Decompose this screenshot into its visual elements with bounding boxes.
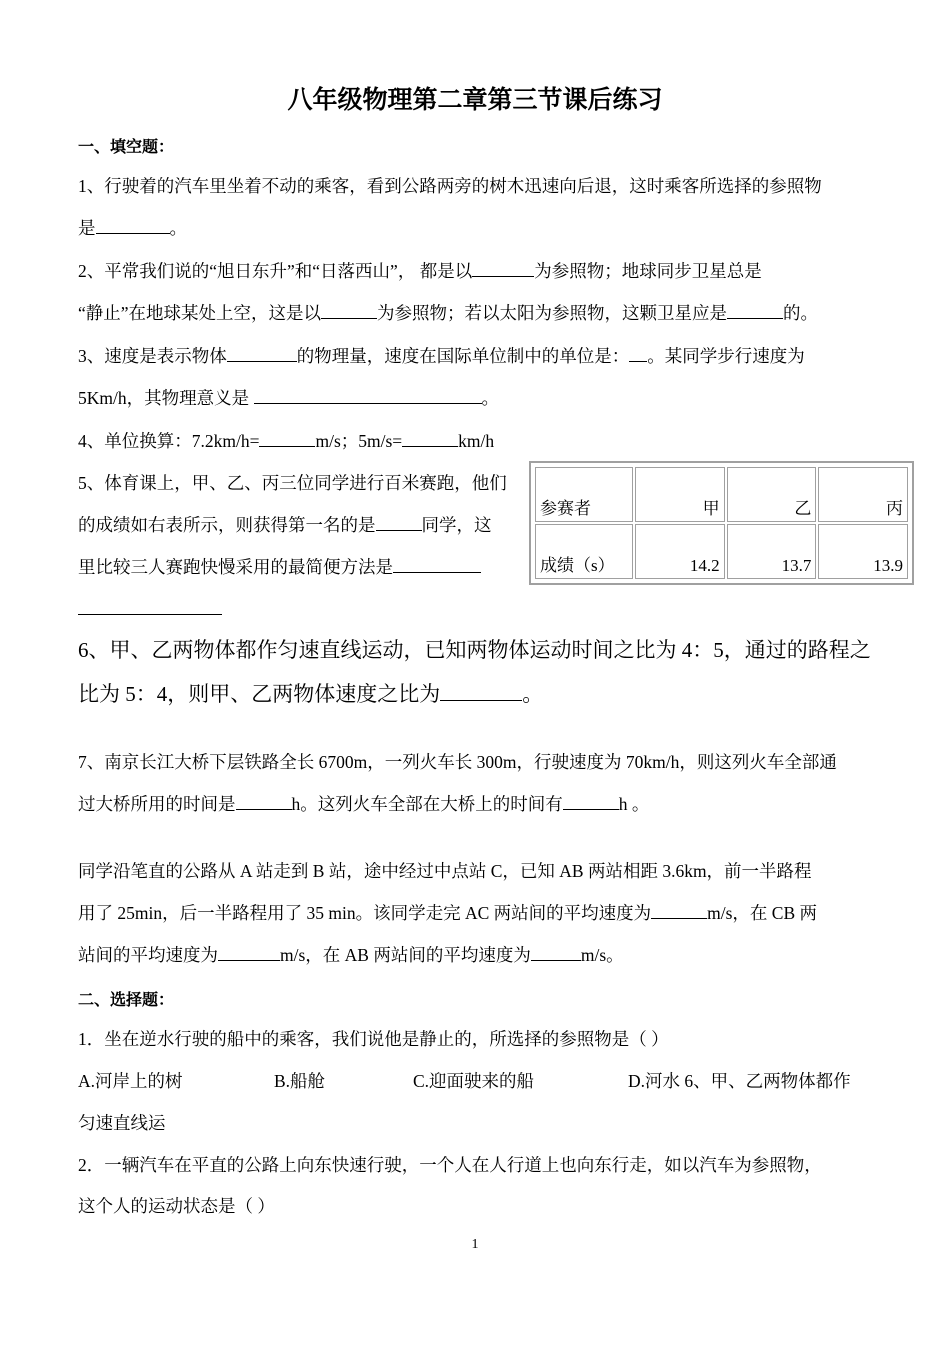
- table-cell: 14.2: [635, 524, 725, 579]
- race-results-table: [529, 461, 914, 585]
- table-row-header: [535, 467, 908, 522]
- answer-blank[interactable]: [727, 301, 783, 320]
- question-5-line-1: 5、体育课上，甲、乙、丙三位同学进行百米赛跑，他们: [78, 473, 507, 493]
- answer-blank[interactable]: [531, 943, 581, 962]
- answer-blank[interactable]: [254, 386, 482, 405]
- question-1-text-end: 。: [169, 218, 187, 238]
- question-4-text: km/h: [458, 431, 495, 451]
- question-2-line-1: [78, 258, 762, 283]
- question-2-line-2: [78, 300, 818, 325]
- table-row-scores: [535, 524, 908, 579]
- mc-1-continuation: 匀速直线运: [78, 1113, 166, 1133]
- question-8-line-2: [78, 900, 817, 925]
- question-3-text: 3、速度是表示物体: [78, 346, 227, 366]
- question-3-text: 5Km/h，其物理意义是: [78, 388, 254, 408]
- table-cell: 参赛者: [535, 467, 633, 522]
- question-2-text: 2、平常我们说的“旭日东升”和“日落西山”， 都是以: [78, 261, 473, 281]
- question-5-line-2: [78, 512, 492, 537]
- mc-question-1-stem: 1．坐在逆水行驶的船中的乘客，我们说他是静止的，所选择的参照物是（ ）: [78, 1029, 669, 1049]
- answer-blank[interactable]: [440, 679, 522, 701]
- question-7-text: 过大桥所用的时间是: [78, 794, 236, 814]
- question-5-line-4: [78, 596, 222, 620]
- question-3-text: 。某同学步行速度为: [647, 346, 805, 366]
- question-2-text: “静止”在地球某处上空，这是以: [78, 303, 322, 323]
- question-8-text: 站间的平均速度为: [78, 945, 218, 965]
- question-1-text: 是: [78, 218, 96, 238]
- answer-blank[interactable]: [236, 792, 292, 811]
- question-8-text: m/s，在 CB 两: [707, 903, 818, 923]
- mc-1-option-d[interactable]: D.河水 6、甲、乙两物体都作: [628, 1071, 851, 1091]
- section-heading-fill-in: 一、填空题：: [78, 137, 175, 156]
- table-cell: 13.7: [727, 524, 817, 579]
- section-heading-multiple-choice: 二、选择题：: [78, 990, 175, 1009]
- question-8-text: 用了 25min，后一半路程用了 35 min。该同学走完 AC 两站间的平均速度为: [78, 903, 652, 923]
- question-5-text: 里比较三人赛跑快慢采用的最简便方法是: [78, 557, 393, 577]
- question-7-line-2: [78, 791, 649, 816]
- page-number: 1: [471, 1237, 479, 1252]
- answer-blank[interactable]: [78, 596, 222, 615]
- question-1-line-2: [78, 215, 187, 240]
- question-3-line-2: [78, 385, 499, 410]
- question-3-line-1: [78, 343, 805, 368]
- question-8-line-1: 同学沿笔直的公路从 A 站走到 B 站，途中经过中点站 C，已知 AB 两站相距 3.6km，前一半路程: [78, 861, 812, 881]
- answer-blank[interactable]: [96, 216, 170, 235]
- question-7-text: h。这列火车全部在大桥上的时间有: [291, 794, 563, 814]
- question-4-text: m/s；5m/s=: [315, 431, 403, 451]
- question-6-line-1: 6、甲、乙两物体都作匀速直线运动，已知两物体运动时间之比为 4：5，通过的路程之: [78, 638, 871, 662]
- table-cell: 乙: [727, 467, 817, 522]
- answer-blank[interactable]: [259, 429, 315, 448]
- mc-1-option-a[interactable]: A.河岸上的树: [78, 1071, 183, 1091]
- question-8-text: m/s。: [580, 945, 624, 965]
- question-7-text: h 。: [618, 794, 650, 814]
- question-5-text: 的成绩如右表所示，则获得第一名的是: [78, 515, 376, 535]
- question-8-line-3: [78, 942, 624, 967]
- question-5-text: 同学，这: [421, 515, 492, 535]
- answer-blank[interactable]: [402, 429, 458, 448]
- question-3-text: 。: [481, 388, 499, 408]
- question-6-text: 比为 5：4，则甲、乙两物体速度之比为: [78, 682, 441, 706]
- answer-blank[interactable]: [563, 792, 619, 811]
- mc-question-2-line-1: 2．一辆汽车在平直的公路上向东快速行驶，一个人在人行道上也向东行走，如以汽车为参照物，: [78, 1155, 822, 1175]
- question-2-text: 的。: [783, 303, 819, 323]
- question-2-text: 为参照物；地球同步卫星总是: [534, 261, 762, 281]
- answer-blank[interactable]: [393, 555, 481, 574]
- answer-blank[interactable]: [651, 901, 707, 920]
- question-7-line-1: 7、南京长江大桥下层铁路全长 6700m，一列火车长 300m，行驶速度为 70km/h，则这列火车全部通: [78, 752, 837, 772]
- question-6-text: 。: [522, 682, 544, 706]
- question-8-text: m/s，在 AB 两站间的平均速度为: [280, 945, 531, 965]
- answer-blank[interactable]: [629, 344, 647, 363]
- question-1-line-1: 1、行驶着的汽车里坐着不动的乘客，看到公路两旁的树木迅速向后退，这时乘客所选择的参照物: [78, 176, 822, 196]
- table-cell: 成绩（s）: [535, 524, 633, 579]
- answer-blank[interactable]: [227, 344, 297, 363]
- mc-1-option-b[interactable]: B.船舱: [274, 1071, 326, 1091]
- table-cell: 13.9: [818, 524, 908, 579]
- answer-blank[interactable]: [218, 943, 280, 962]
- answer-blank[interactable]: [472, 259, 534, 278]
- mc-1-option-c[interactable]: C.迎面驶来的船: [413, 1071, 535, 1091]
- page-title: 八年级物理第二章第三节课后练习: [287, 85, 663, 114]
- question-4-text: 4、单位换算：7.2km/h=: [78, 431, 260, 451]
- race-results-grid: [533, 465, 910, 581]
- mc-question-2-line-2: 这个人的运动状态是（ ）: [78, 1196, 275, 1216]
- question-5-line-3: [78, 554, 481, 579]
- question-3-text: 的物理量，速度在国际单位制中的单位是：: [296, 346, 630, 366]
- question-2-text: 为参照物；若以太阳为参照物，这颗卫星应是: [377, 303, 728, 323]
- question-6-line-2: [78, 678, 543, 708]
- table-cell: 甲: [635, 467, 725, 522]
- answer-blank[interactable]: [376, 513, 422, 532]
- question-4-line: [78, 428, 494, 453]
- table-cell: 丙: [818, 467, 908, 522]
- answer-blank[interactable]: [321, 301, 377, 320]
